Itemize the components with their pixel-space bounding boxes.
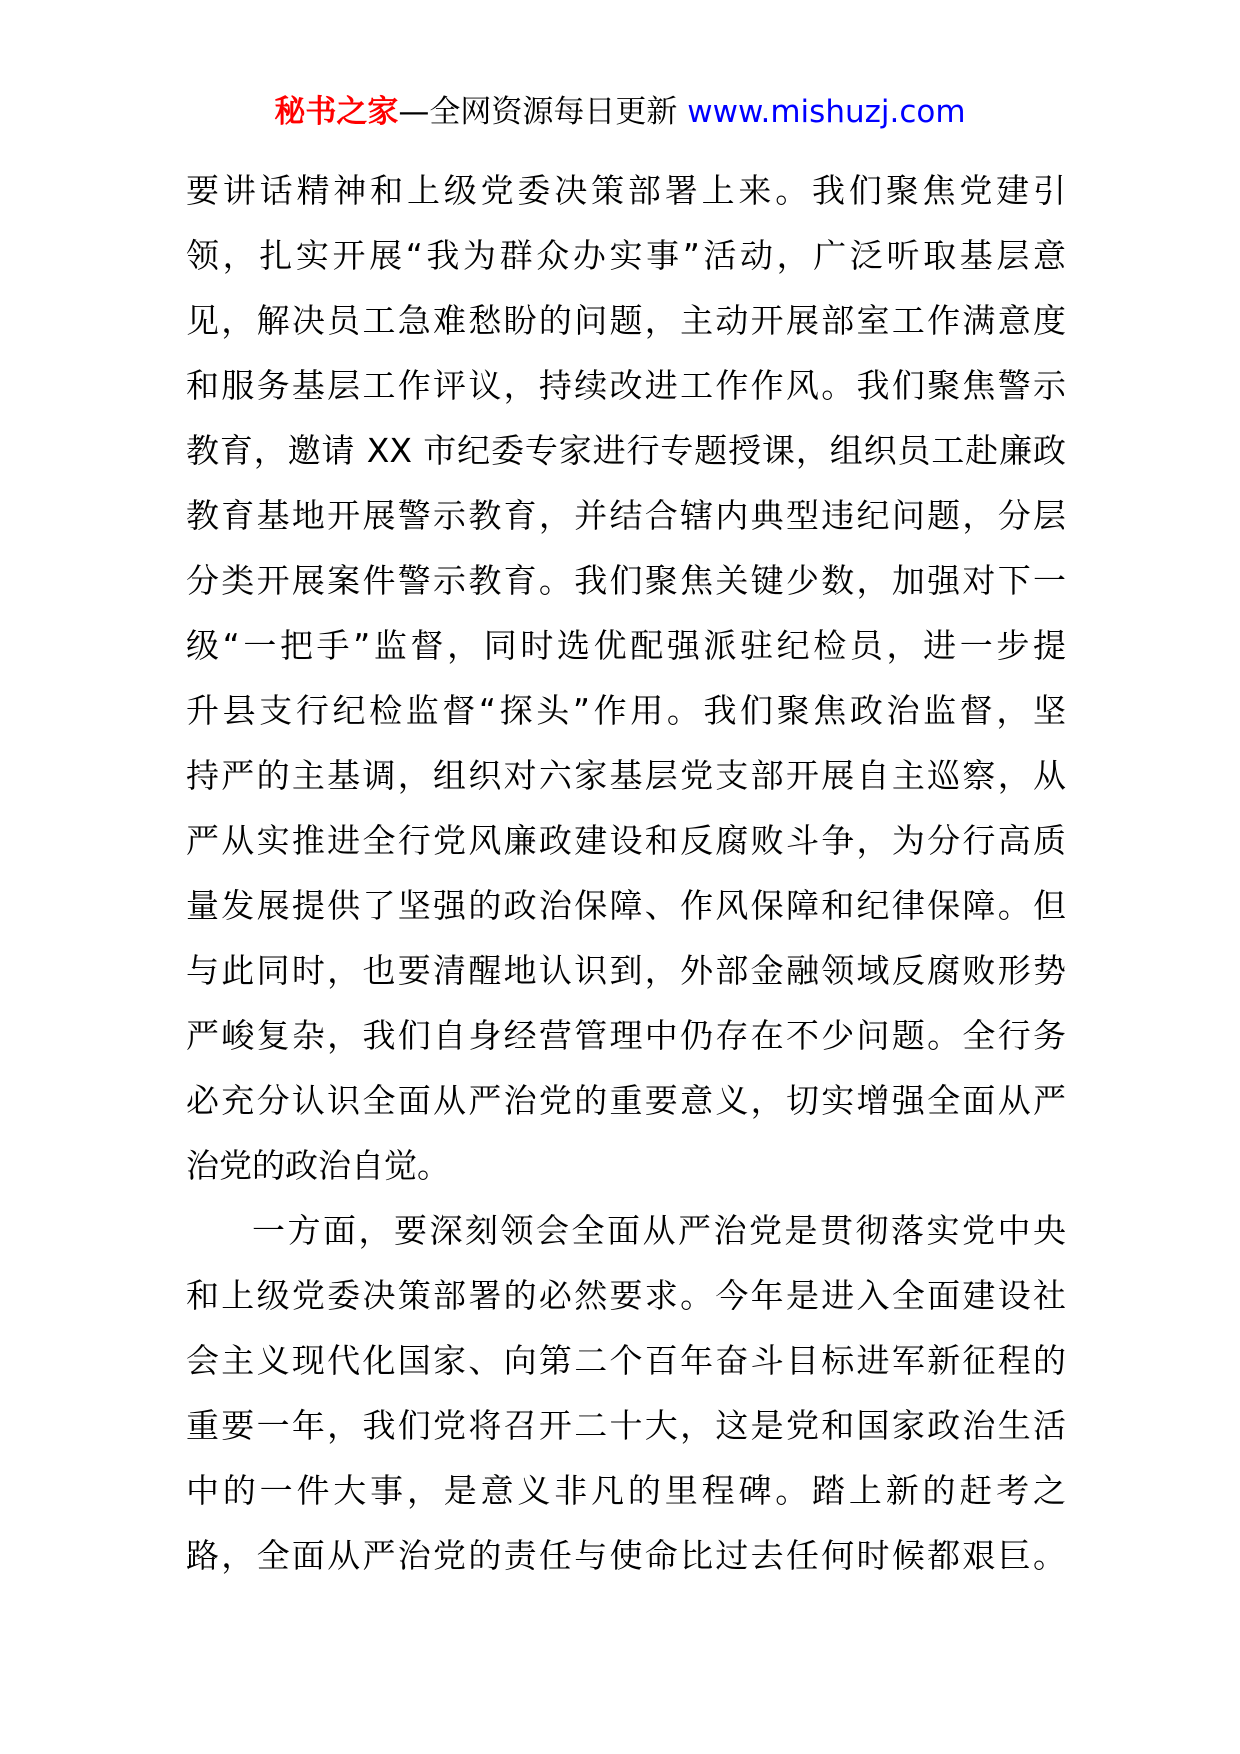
text-line: 升县支行纪检监督“探头”作用。我们聚焦政治监督，坚: [186, 691, 1066, 730]
text-line: 会主义现代化国家、向第二个百年奋斗目标进军新征程的: [186, 1341, 1066, 1380]
text-line: 和上级党委决策部署的必然要求。今年是进入全面建设社: [186, 1276, 1066, 1315]
text-line: 量发展提供了坚强的政治保障、作风保障和纪律保障。但: [186, 886, 1066, 925]
text-line: 中的一件大事，是意义非凡的里程碑。踏上新的赶考之: [186, 1471, 1066, 1510]
document-body: [186, 158, 1066, 1588]
text-line: 重要一年，我们党将召开二十大，这是党和国家政治生活: [186, 1406, 1066, 1445]
text-line: 路，全面从严治党的责任与使命比过去任何时候都艰巨。: [186, 1536, 1066, 1575]
text-line: 严峻复杂，我们自身经营管理中仍存在不少问题。全行务: [186, 1016, 1066, 1055]
text-line: 教育基地开展警示教育，并结合辖内典型违纪问题，分层: [186, 496, 1066, 535]
text-line: 和服务基层工作评议，持续改进工作作风。我们聚焦警示: [186, 366, 1066, 405]
text-line: 分类开展案件警示教育。我们聚焦关键少数，加强对下一: [186, 561, 1066, 600]
site-brand: 秘书之家: [274, 94, 399, 130]
text-line: 持严的主基调，组织对六家基层党支部开展自主巡察，从: [186, 756, 1066, 795]
site-header: [0, 92, 1240, 132]
text-line-paragraph-end: 治党的政治自觉。: [186, 1146, 450, 1185]
text-line: 见，解决员工急难愁盼的问题，主动开展部室工作满意度: [186, 301, 1066, 340]
site-slogan: —全网资源每日更新: [398, 94, 678, 130]
text-line: 要讲话精神和上级党委决策部署上来。我们聚焦党建引: [186, 171, 1066, 210]
text-line: 严从实推进全行党风廉政建设和反腐败斗争，为分行高质: [186, 821, 1066, 860]
text-line: 必充分认识全面从严治党的重要意义，切实增强全面从严: [186, 1081, 1066, 1120]
text-line: 级“一把手”监督，同时选优配强派驻纪检员，进一步提: [186, 626, 1066, 665]
text-line-paragraph-start: 一方面，要深刻领会全面从严治党是贯彻落实党中央: [252, 1211, 1066, 1250]
text-line: 与此同时，也要清醒地认识到，外部金融领域反腐败形势: [186, 951, 1066, 990]
site-url-link[interactable]: www.mishuzj.com: [687, 94, 966, 130]
text-line: 领，扎实开展“我为群众办实事”活动，广泛听取基层意: [186, 236, 1066, 275]
text-line: 教育，邀请 XX 市纪委专家进行专题授课，组织员工赴廉政: [186, 431, 1066, 470]
